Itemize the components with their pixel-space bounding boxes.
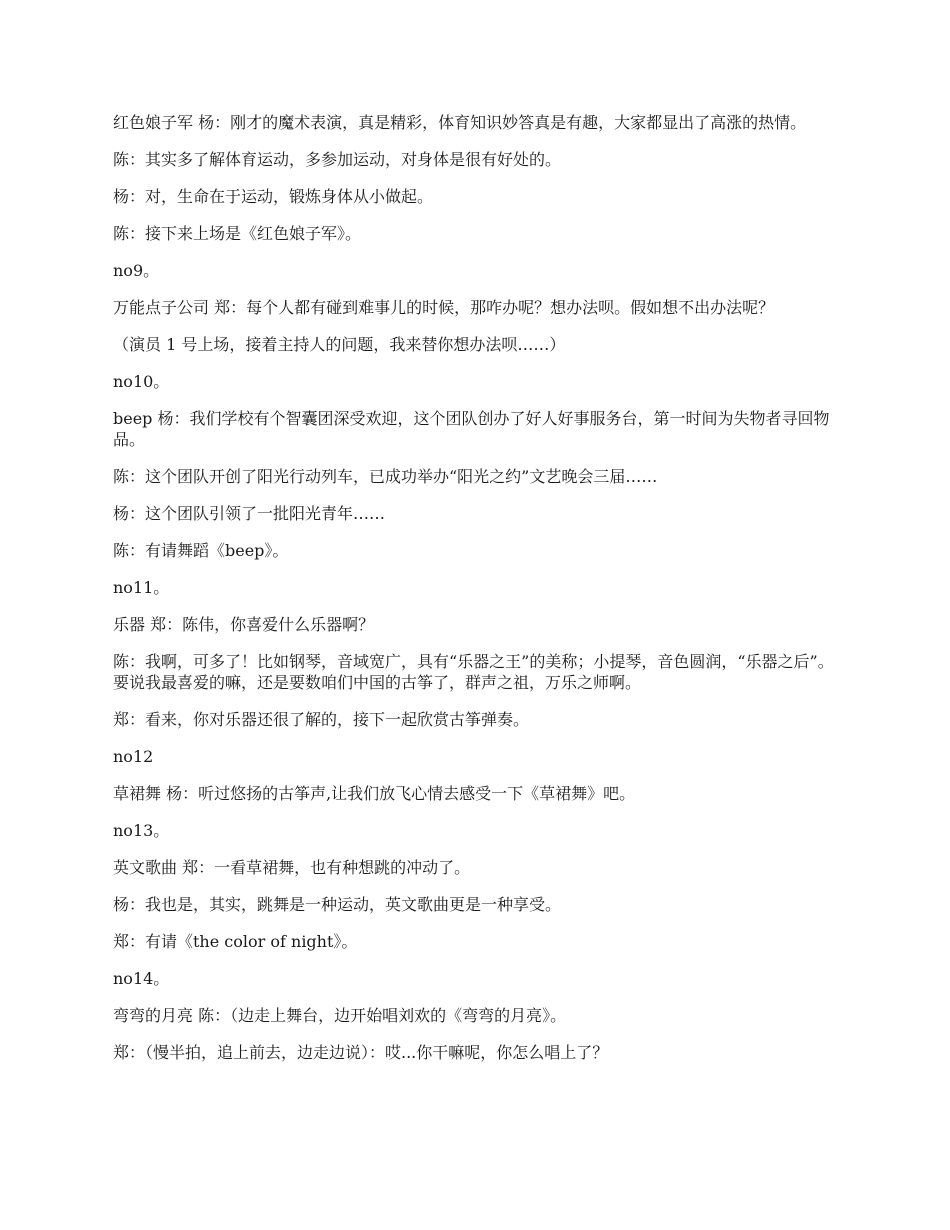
document-page xyxy=(113,112,835,1079)
paragraph: 杨：对，生命在于运动，锻炼身体从小做起。 xyxy=(113,187,434,206)
paragraph: 杨：这个团队引领了一批阳光青年…… xyxy=(113,504,386,523)
section-number: no10。 xyxy=(113,372,170,391)
paragraph: 陈：这个团队开创了阳光行动列车，已成功举办“阳光之约”文艺晚会三届…… xyxy=(113,467,658,486)
paragraph: 英文歌曲 郑：一看草裙舞，也有种想跳的冲动了。 xyxy=(113,858,471,877)
paragraph: 草裙舞 杨：听过悠扬的古筝声,让我们放飞心情去感受一下《草裙舞》吧。 xyxy=(113,784,636,803)
paragraph: 陈：我啊，可多了！比如钢琴，音域宽广，具有“乐器之王”的美称；小提琴，音色圆润，“乐器之后”。要说我最喜爱的嘛，还是要数咱们中国的古筝了，群声之祖，万乐之师啊。 xyxy=(113,652,834,692)
paragraph: 杨：我也是，其实，跳舞是一种运动，英文歌曲更是一种享受。 xyxy=(113,895,562,914)
paragraph: 陈：其实多了解体育运动，多参加运动，对身体是很有好处的。 xyxy=(113,150,562,169)
paragraph: 郑：看来，你对乐器还很了解的，接下一起欣赏古筝弹奏。 xyxy=(113,710,530,729)
paragraph: 陈：有请舞蹈《beep》。 xyxy=(113,541,289,560)
paragraph: 红色娘子军 杨：刚才的魔术表演，真是精彩，体育知识妙答真是有趣，大家都显出了高涨的热情。 xyxy=(113,113,807,132)
section-number: no9。 xyxy=(113,261,160,280)
paragraph: 陈：接下来上场是《红色娘子军》。 xyxy=(113,224,362,243)
paragraph: beep 杨：我们学校有个智囊团深受欢迎，这个团队创办了好人好事服务台，第一时间为失物者寻回物品。 xyxy=(113,409,830,449)
paragraph: 乐器 郑：陈伟，你喜爱什么乐器啊？ xyxy=(113,615,375,634)
paragraph: 弯弯的月亮 陈：（边走上舞台，边开始唱刘欢的《弯弯的月亮》。 xyxy=(113,1006,567,1025)
paragraph: 郑：有请《the color of night》。 xyxy=(113,932,358,951)
paragraph: （演员 1 号上场，接着主持人的问题，我来替你想办法呗……） xyxy=(113,335,566,354)
section-number: no14。 xyxy=(113,969,170,988)
section-number: no12 xyxy=(113,747,154,766)
section-number: no13。 xyxy=(113,821,170,840)
paragraph: 万能点子公司 郑：每个人都有碰到难事儿的时候，那咋办呢？想办法呗。假如想不出办法呢？ xyxy=(113,298,775,317)
paragraph: 郑：（慢半拍，追上前去，边走边说）：哎...你干嘛呢，你怎么唱上了？ xyxy=(113,1043,609,1062)
section-number: no11。 xyxy=(113,578,170,597)
